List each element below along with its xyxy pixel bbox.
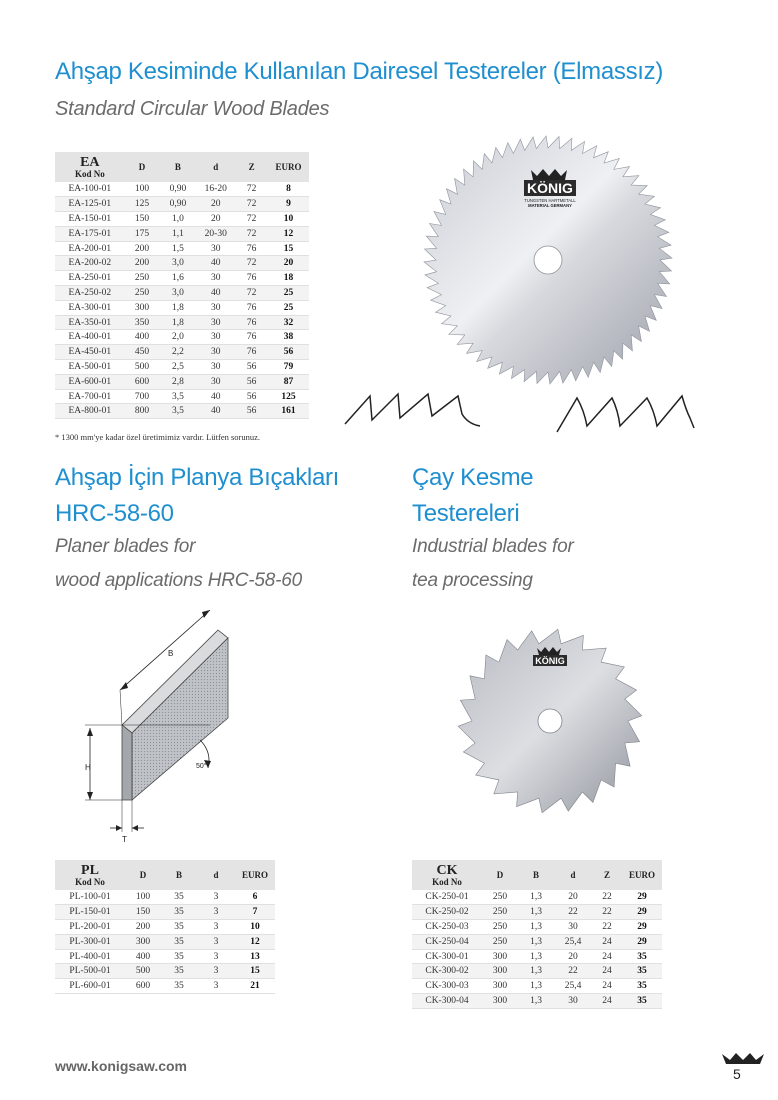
product-code-cell: EA-150-01	[55, 212, 125, 227]
product-code-cell: PL-600-01	[55, 979, 125, 994]
table-header-row	[55, 152, 309, 182]
table-row	[412, 920, 662, 935]
table-cell: 150	[125, 905, 161, 920]
table-cell: 3	[197, 920, 235, 935]
product-code-cell: PL-300-01	[55, 934, 125, 949]
table-cell: 1,6	[159, 271, 196, 286]
price-cell: 161	[268, 404, 309, 419]
table-cell: 200	[125, 920, 161, 935]
table-row	[55, 360, 309, 375]
page-title: Ahşap Kesiminde Kullanılan Dairesel Testereler (Elmassız)	[55, 58, 664, 85]
table-cell: 24	[592, 994, 622, 1009]
table-cell: 400	[125, 949, 161, 964]
crown-icon	[720, 1050, 766, 1066]
dimension-t-label: T	[122, 835, 127, 844]
column-header: B	[161, 860, 197, 890]
table-cell: 300	[125, 934, 161, 949]
column-header: D	[125, 860, 161, 890]
table-cell: 250	[482, 905, 518, 920]
column-header: B	[159, 152, 196, 182]
table-cell: 76	[235, 345, 268, 360]
table-cell: 3,0	[159, 256, 196, 271]
table-cell: 20	[554, 890, 592, 905]
table-row	[55, 890, 275, 905]
table-cell: 300	[482, 949, 518, 964]
product-code-cell: EA-350-01	[55, 315, 125, 330]
price-cell: 21	[235, 979, 275, 994]
ea-spec-table	[55, 152, 309, 419]
table-row	[55, 374, 309, 389]
table-cell: 250	[125, 286, 160, 301]
price-cell: 15	[268, 241, 309, 256]
table-cell: 56	[235, 360, 268, 375]
table-cell: 40	[196, 286, 235, 301]
price-cell: 35	[622, 994, 662, 1009]
table-cell: 72	[235, 226, 268, 241]
table-cell: 2,0	[159, 330, 196, 345]
logo-text: KÖNIG	[527, 180, 573, 196]
table-cell: 76	[235, 271, 268, 286]
column-header: EURO	[268, 152, 309, 182]
price-cell: 29	[622, 890, 662, 905]
table-cell: 700	[125, 389, 160, 404]
product-code-cell: EA-250-01	[55, 271, 125, 286]
table-cell: 76	[235, 330, 268, 345]
table-cell: 500	[125, 360, 160, 375]
planer-blade-diagram	[80, 600, 260, 850]
table-cell: 125	[125, 197, 160, 212]
product-code-cell: EA-600-01	[55, 374, 125, 389]
table-cell: 30	[554, 920, 592, 935]
product-code-cell: EA-450-01	[55, 345, 125, 360]
table-cell: 24	[592, 934, 622, 949]
tea-section-subtitle: Industrial blades for tea processing	[412, 536, 574, 591]
column-header: EURO	[235, 860, 275, 890]
table-row	[55, 241, 309, 256]
column-header: B	[518, 860, 554, 890]
price-cell: 25	[268, 286, 309, 301]
table-row	[55, 197, 309, 212]
price-cell: 35	[622, 949, 662, 964]
table-row	[55, 404, 309, 419]
product-code-cell: EA-175-01	[55, 226, 125, 241]
table-cell: 22	[592, 890, 622, 905]
table-cell: 3	[197, 890, 235, 905]
product-code-cell: PL-150-01	[55, 905, 125, 920]
price-cell: 9	[268, 197, 309, 212]
table-cell: 200	[125, 256, 160, 271]
tea-section-title: Çay Kesme Testereleri	[412, 464, 534, 527]
table-cell: 100	[125, 890, 161, 905]
table-cell: 56	[235, 404, 268, 419]
table-cell: 300	[482, 979, 518, 994]
page-subtitle: Standard Circular Wood Blades	[55, 98, 330, 120]
table-cell: 35	[161, 964, 197, 979]
table-row	[412, 949, 662, 964]
table-cell: 300	[482, 994, 518, 1009]
table-cell: 1,3	[518, 964, 554, 979]
table-row	[55, 905, 275, 920]
table-cell: 40	[196, 404, 235, 419]
table-cell: 76	[235, 241, 268, 256]
table-cell: 2,5	[159, 360, 196, 375]
product-code-cell: EA-700-01	[55, 389, 125, 404]
tooth-profile-b-diagram	[552, 392, 707, 437]
table-cell: 1,3	[518, 905, 554, 920]
table-row	[412, 890, 662, 905]
table-cell: 1,0	[159, 212, 196, 227]
table-cell: 40	[196, 256, 235, 271]
table-cell: 1,8	[159, 300, 196, 315]
table-cell: 3	[197, 949, 235, 964]
table-cell: 35	[161, 890, 197, 905]
price-cell: 8	[268, 182, 309, 197]
table-row	[55, 389, 309, 404]
price-cell: 6	[235, 890, 275, 905]
table-cell: 25,4	[554, 934, 592, 949]
table-row	[55, 226, 309, 241]
table-cell: 24	[592, 949, 622, 964]
product-code-cell: CK-300-03	[412, 979, 482, 994]
table-cell: 30	[196, 360, 235, 375]
table-cell: 3	[197, 934, 235, 949]
svg-text:MATERIAL GERMANY: MATERIAL GERMANY	[528, 203, 572, 208]
table-cell: 24	[592, 979, 622, 994]
table-row	[55, 212, 309, 227]
column-header: d	[554, 860, 592, 890]
table-cell: 150	[125, 212, 160, 227]
table-cell: 300	[482, 964, 518, 979]
table-cell: 200	[125, 241, 160, 256]
product-code-cell: EA-500-01	[55, 360, 125, 375]
table-cell: 20	[196, 212, 235, 227]
price-cell: 12	[235, 934, 275, 949]
column-header: Z	[592, 860, 622, 890]
table-cell: 450	[125, 345, 160, 360]
product-code-cell: CK-300-01	[412, 949, 482, 964]
table-row	[55, 920, 275, 935]
price-cell: 35	[622, 979, 662, 994]
table-cell: 1,1	[159, 226, 196, 241]
product-code-cell: EA-250-02	[55, 286, 125, 301]
table-cell: 100	[125, 182, 160, 197]
table-row	[55, 315, 309, 330]
table-row	[55, 949, 275, 964]
table-cell: 600	[125, 374, 160, 389]
product-code-cell: CK-250-01	[412, 890, 482, 905]
table-cell: 30	[196, 241, 235, 256]
table-cell: 2,8	[159, 374, 196, 389]
table-cell: 30	[554, 994, 592, 1009]
price-cell: 12	[268, 226, 309, 241]
logo-text: KÖNIG	[535, 656, 565, 666]
table-cell: 22	[592, 920, 622, 935]
price-cell: 10	[235, 920, 275, 935]
table-cell: 40	[196, 389, 235, 404]
table-cell: 800	[125, 404, 160, 419]
table-cell: 72	[235, 286, 268, 301]
table-cell: 175	[125, 226, 160, 241]
table-cell: 22	[554, 964, 592, 979]
table-cell: 25,4	[554, 979, 592, 994]
product-code-cell: EA-200-01	[55, 241, 125, 256]
product-code-cell: CK-250-03	[412, 920, 482, 935]
table-cell: 1,3	[518, 920, 554, 935]
product-code-cell: CK-250-04	[412, 934, 482, 949]
svg-text:TUNGSTEN HARTMETALL: TUNGSTEN HARTMETALL	[524, 198, 576, 203]
table-cell: 250	[482, 920, 518, 935]
table-cell: 350	[125, 315, 160, 330]
table-cell: 600	[125, 979, 161, 994]
table-row	[55, 934, 275, 949]
table-cell: 35	[161, 934, 197, 949]
dimension-h-label: H	[85, 763, 91, 772]
table-cell: 16-20	[196, 182, 235, 197]
page-number: 5	[733, 1066, 741, 1082]
product-code-cell: EA-200-02	[55, 256, 125, 271]
price-cell: 35	[622, 964, 662, 979]
table-cell: 24	[592, 964, 622, 979]
product-code-cell: CK-300-04	[412, 994, 482, 1009]
column-header: D	[482, 860, 518, 890]
table-cell: 20	[554, 949, 592, 964]
table-cell: 0,90	[159, 182, 196, 197]
price-cell: 38	[268, 330, 309, 345]
price-cell: 13	[235, 949, 275, 964]
table-row	[412, 964, 662, 979]
column-header: Z	[235, 152, 268, 182]
table-cell: 1,3	[518, 949, 554, 964]
table-cell: 30	[196, 271, 235, 286]
table-cell: 56	[235, 389, 268, 404]
table-cell: 1,8	[159, 315, 196, 330]
circular-wood-blade-image	[418, 130, 678, 390]
price-cell: 29	[622, 920, 662, 935]
table-cell: 3	[197, 964, 235, 979]
table-cell: 72	[235, 197, 268, 212]
table-cell: 72	[235, 212, 268, 227]
tea-blade-image	[455, 618, 645, 828]
footnote: * 1300 mm'ye kadar özel üretimimiz vardır. Lütfen sorunuz.	[55, 432, 261, 442]
product-code-cell: PL-100-01	[55, 890, 125, 905]
table-row	[55, 182, 309, 197]
product-code-cell: EA-100-01	[55, 182, 125, 197]
angle-label: 50°	[196, 763, 207, 770]
table-cell: 1,3	[518, 934, 554, 949]
table-header-row	[55, 860, 275, 890]
table-cell: 250	[125, 271, 160, 286]
price-cell: 15	[235, 964, 275, 979]
table-row	[55, 979, 275, 994]
table-cell: 56	[235, 374, 268, 389]
table-row	[412, 905, 662, 920]
price-cell: 87	[268, 374, 309, 389]
table-cell: 400	[125, 330, 160, 345]
product-code-cell: CK-250-02	[412, 905, 482, 920]
table-cell: 1,3	[518, 979, 554, 994]
price-cell: 125	[268, 389, 309, 404]
code-column-header: EA Kod No	[55, 152, 125, 182]
product-code-cell: EA-800-01	[55, 404, 125, 419]
footer-website-link[interactable]: www.konigsaw.com	[55, 1058, 187, 1074]
table-row	[55, 256, 309, 271]
table-row	[55, 345, 309, 360]
table-row	[55, 271, 309, 286]
column-header: d	[197, 860, 235, 890]
table-cell: 22	[554, 905, 592, 920]
code-column-header: PL Kod No	[55, 860, 125, 890]
table-cell: 35	[161, 949, 197, 964]
code-column-header: CK Kod No	[412, 860, 482, 890]
price-cell: 10	[268, 212, 309, 227]
table-row	[55, 964, 275, 979]
table-cell: 76	[235, 315, 268, 330]
product-code-cell: PL-200-01	[55, 920, 125, 935]
table-row	[412, 994, 662, 1009]
product-code-cell: EA-125-01	[55, 197, 125, 212]
table-cell: 20	[196, 197, 235, 212]
product-code-cell: CK-300-02	[412, 964, 482, 979]
table-row	[55, 300, 309, 315]
table-cell: 3,5	[159, 404, 196, 419]
pl-spec-table	[55, 860, 275, 994]
price-cell: 29	[622, 905, 662, 920]
table-cell: 76	[235, 300, 268, 315]
table-cell: 500	[125, 964, 161, 979]
table-cell: 250	[482, 890, 518, 905]
dimension-b-label: B	[168, 649, 174, 658]
product-code-cell: EA-300-01	[55, 300, 125, 315]
table-cell: 0,90	[159, 197, 196, 212]
table-cell: 1,3	[518, 994, 554, 1009]
table-cell: 35	[161, 920, 197, 935]
table-cell: 3	[197, 905, 235, 920]
price-cell: 25	[268, 300, 309, 315]
price-cell: 56	[268, 345, 309, 360]
product-code-cell: EA-400-01	[55, 330, 125, 345]
table-cell: 35	[161, 905, 197, 920]
table-cell: 30	[196, 374, 235, 389]
tooth-profile-a-diagram	[340, 388, 490, 433]
table-row	[55, 330, 309, 345]
column-header: D	[125, 152, 160, 182]
table-cell: 72	[235, 182, 268, 197]
price-cell: 18	[268, 271, 309, 286]
planer-section-title: Ahşap İçin Planya Bıçakları HRC-58-60	[55, 464, 340, 527]
table-cell: 35	[161, 979, 197, 994]
table-cell: 250	[482, 934, 518, 949]
table-cell: 2,2	[159, 345, 196, 360]
ck-spec-table	[412, 860, 662, 1009]
table-cell: 1,3	[518, 890, 554, 905]
price-cell: 20	[268, 256, 309, 271]
price-cell: 29	[622, 934, 662, 949]
table-row	[412, 979, 662, 994]
column-header: EURO	[622, 860, 662, 890]
table-cell: 30	[196, 300, 235, 315]
planer-section-subtitle: Planer blades for wood applications HRC-58-60	[55, 536, 303, 591]
table-row	[412, 934, 662, 949]
price-cell: 32	[268, 315, 309, 330]
price-cell: 79	[268, 360, 309, 375]
table-header-row	[412, 860, 662, 890]
table-cell: 300	[125, 300, 160, 315]
table-cell: 72	[235, 256, 268, 271]
table-cell: 3	[197, 979, 235, 994]
table-cell: 20-30	[196, 226, 235, 241]
price-cell: 7	[235, 905, 275, 920]
table-cell: 1,5	[159, 241, 196, 256]
table-cell: 3,5	[159, 389, 196, 404]
table-cell: 30	[196, 315, 235, 330]
product-code-cell: PL-400-01	[55, 949, 125, 964]
table-cell: 30	[196, 330, 235, 345]
column-header: d	[196, 152, 235, 182]
table-cell: 30	[196, 345, 235, 360]
product-code-cell: PL-500-01	[55, 964, 125, 979]
table-row	[55, 286, 309, 301]
table-cell: 22	[592, 905, 622, 920]
table-cell: 3,0	[159, 286, 196, 301]
